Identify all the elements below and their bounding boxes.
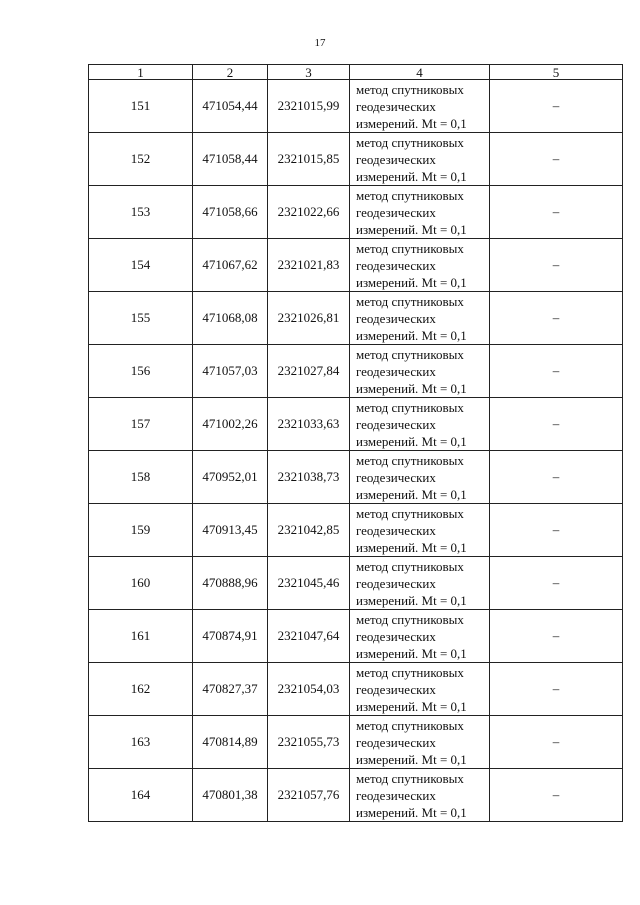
y-coordinate-cell: 2321047,64 [268,610,350,663]
method-line: геодезических [356,151,436,167]
table-header [89,65,623,80]
method-cell [350,80,490,133]
table-row [89,239,623,292]
method-cell [350,451,490,504]
point-number-cell: 164 [89,769,193,822]
note-cell: – [490,504,623,557]
x-coordinate-cell: 471057,03 [193,345,268,398]
x-coordinate-cell: 471002,26 [193,398,268,451]
header-col-5: 5 [490,65,623,80]
method-line: метод спутниковых [356,399,464,415]
table-row [89,451,623,504]
method-line: измерений. Mt = 0,1 [356,168,467,184]
method-line: метод спутниковых [356,664,464,680]
method-cell [350,663,490,716]
y-coordinate-cell: 2321021,83 [268,239,350,292]
note-cell: – [490,133,623,186]
x-coordinate-cell: 470827,37 [193,663,268,716]
method-line: измерений. Mt = 0,1 [356,433,467,449]
point-number-cell: 156 [89,345,193,398]
x-coordinate-cell: 471058,44 [193,133,268,186]
method-line: метод спутниковых [356,187,464,203]
note-cell: – [490,292,623,345]
method-line: измерений. Mt = 0,1 [356,592,467,608]
method-line: метод спутниковых [356,558,464,574]
y-coordinate-cell: 2321026,81 [268,292,350,345]
table-row [89,504,623,557]
header-col-4: 4 [350,65,490,80]
coordinates-table [88,64,623,822]
method-line: метод спутниковых [356,452,464,468]
method-line: геодезических [356,310,436,326]
method-cell [350,398,490,451]
table-row [89,133,623,186]
note-cell: – [490,80,623,133]
table-row [89,186,623,239]
method-line: геодезических [356,204,436,220]
point-number-cell: 157 [89,398,193,451]
method-line: метод спутниковых [356,611,464,627]
method-line: измерений. Mt = 0,1 [356,327,467,343]
y-coordinate-cell: 2321045,46 [268,557,350,610]
method-line: метод спутниковых [356,134,464,150]
method-line: измерений. Mt = 0,1 [356,380,467,396]
table-row [89,398,623,451]
method-line: измерений. Mt = 0,1 [356,751,467,767]
note-cell: – [490,398,623,451]
note-cell: – [490,769,623,822]
method-line: геодезических [356,787,436,803]
method-cell [350,133,490,186]
header-row [89,65,623,80]
y-coordinate-cell: 2321057,76 [268,769,350,822]
x-coordinate-cell: 471068,08 [193,292,268,345]
method-line: измерений. Mt = 0,1 [356,274,467,290]
x-coordinate-cell: 470814,89 [193,716,268,769]
method-cell [350,610,490,663]
method-line: геодезических [356,257,436,273]
method-line: геодезических [356,416,436,432]
method-line: геодезических [356,681,436,697]
y-coordinate-cell: 2321015,99 [268,80,350,133]
table-body [89,80,623,822]
point-number-cell: 153 [89,186,193,239]
x-coordinate-cell: 471067,62 [193,239,268,292]
method-line: измерений. Mt = 0,1 [356,698,467,714]
note-cell: – [490,239,623,292]
method-cell [350,769,490,822]
table-row [89,663,623,716]
method-line: метод спутниковых [356,346,464,362]
method-line: геодезических [356,734,436,750]
point-number-cell: 152 [89,133,193,186]
header-col-2: 2 [193,65,268,80]
point-number-cell: 161 [89,610,193,663]
method-line: геодезических [356,522,436,538]
method-line: измерений. Mt = 0,1 [356,804,467,820]
method-line: метод спутниковых [356,505,464,521]
method-cell [350,292,490,345]
header-col-3: 3 [268,65,350,80]
method-line: измерений. Mt = 0,1 [356,115,467,131]
point-number-cell: 159 [89,504,193,557]
point-number-cell: 162 [89,663,193,716]
y-coordinate-cell: 2321022,66 [268,186,350,239]
x-coordinate-cell: 470874,91 [193,610,268,663]
method-line: метод спутниковых [356,81,464,97]
point-number-cell: 163 [89,716,193,769]
y-coordinate-cell: 2321054,03 [268,663,350,716]
note-cell: – [490,451,623,504]
method-cell [350,239,490,292]
point-number-cell: 151 [89,80,193,133]
y-coordinate-cell: 2321015,85 [268,133,350,186]
x-coordinate-cell: 471054,44 [193,80,268,133]
method-line: геодезических [356,628,436,644]
x-coordinate-cell: 470888,96 [193,557,268,610]
y-coordinate-cell: 2321038,73 [268,451,350,504]
point-number-cell: 160 [89,557,193,610]
y-coordinate-cell: 2321033,63 [268,398,350,451]
method-line: метод спутниковых [356,717,464,733]
y-coordinate-cell: 2321027,84 [268,345,350,398]
header-col-1: 1 [89,65,193,80]
x-coordinate-cell: 470801,38 [193,769,268,822]
page-number: 17 [314,37,326,49]
point-number-cell: 154 [89,239,193,292]
method-line: геодезических [356,469,436,485]
note-cell: – [490,663,623,716]
point-number-cell: 155 [89,292,193,345]
note-cell: – [490,557,623,610]
method-cell [350,186,490,239]
y-coordinate-cell: 2321042,85 [268,504,350,557]
method-line: измерений. Mt = 0,1 [356,486,467,502]
method-cell [350,504,490,557]
method-line: измерений. Mt = 0,1 [356,539,467,555]
table-row [89,769,623,822]
note-cell: – [490,610,623,663]
table-row [89,716,623,769]
method-line: измерений. Mt = 0,1 [356,221,467,237]
table-row [89,80,623,133]
method-line: измерений. Mt = 0,1 [356,645,467,661]
table-row [89,557,623,610]
note-cell: – [490,345,623,398]
method-line: метод спутниковых [356,293,464,309]
table-row [89,610,623,663]
x-coordinate-cell: 470913,45 [193,504,268,557]
table-row [89,345,623,398]
method-cell [350,716,490,769]
method-line: геодезических [356,575,436,591]
method-line: геодезических [356,98,436,114]
method-cell [350,557,490,610]
x-coordinate-cell: 471058,66 [193,186,268,239]
method-line: метод спутниковых [356,770,464,786]
note-cell: – [490,716,623,769]
note-cell: – [490,186,623,239]
method-line: геодезических [356,363,436,379]
x-coordinate-cell: 470952,01 [193,451,268,504]
point-number-cell: 158 [89,451,193,504]
method-line: метод спутниковых [356,240,464,256]
method-cell [350,345,490,398]
y-coordinate-cell: 2321055,73 [268,716,350,769]
table-row [89,292,623,345]
